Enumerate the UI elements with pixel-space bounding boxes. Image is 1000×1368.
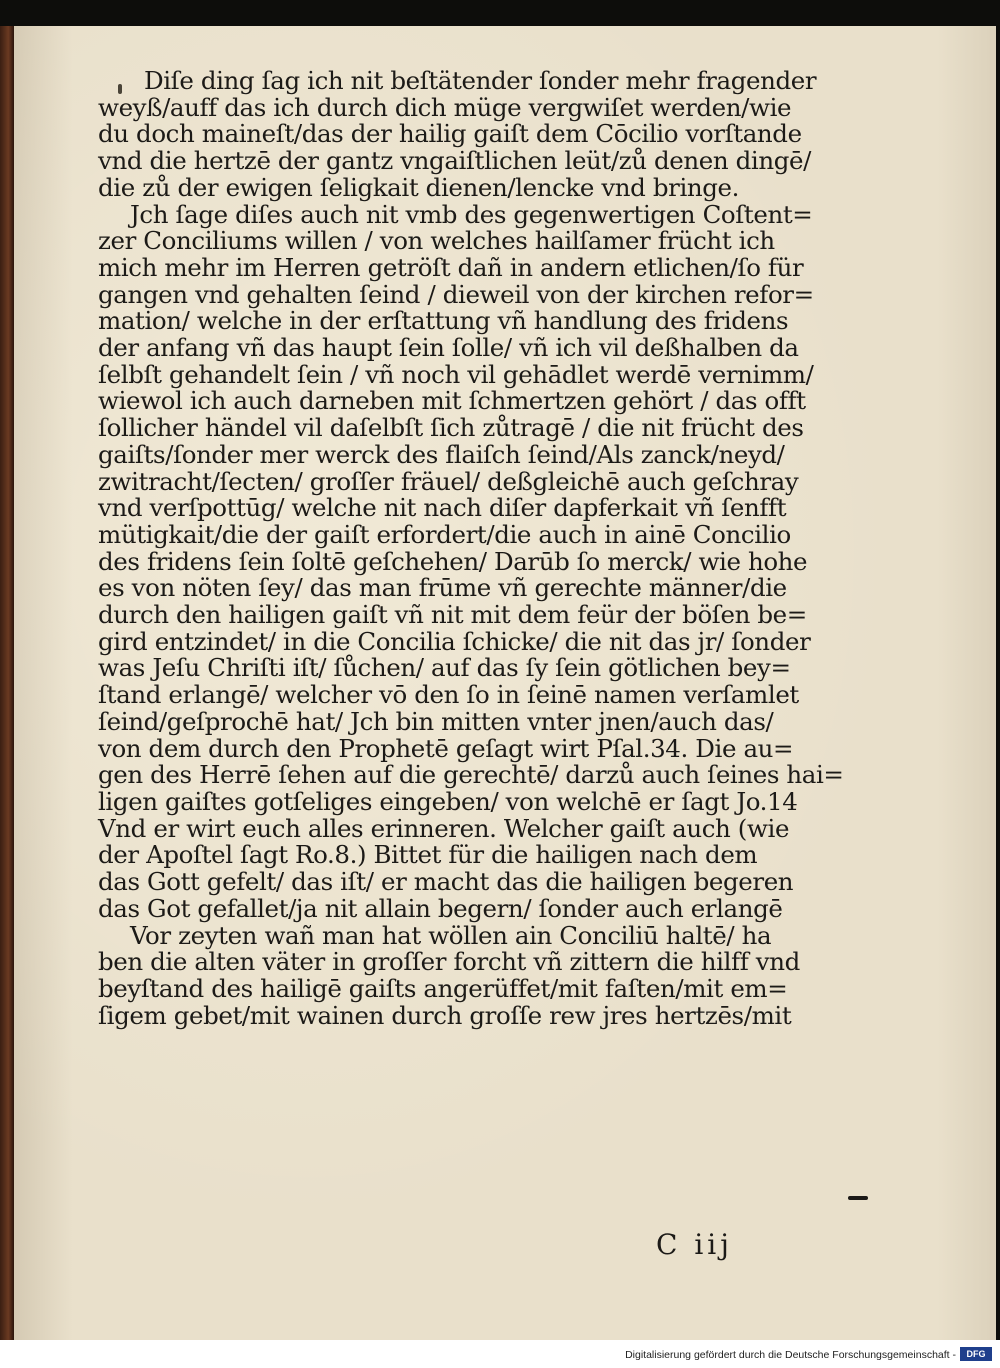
- signature-mark: C iij: [656, 1228, 733, 1261]
- text-line: gen des Herrē ſehen auf die gerechtē/ darzů auch ſeines hai=: [98, 760, 844, 790]
- text-line: ſeind/geſprochē hat/ Jch bin mitten vnter jnen/auch das/: [98, 706, 774, 736]
- text-line: weyß/auff das ich durch dich müge vergwiſet werden/wie: [98, 92, 792, 122]
- text-line: gird entzindet/ in die Concilia ſchicke/ die nit das jr/ ſonder: [98, 626, 811, 656]
- text-line: des fridens ſein ſoltē geſchehen/ Darūb ſo merck/ wie hohe: [98, 546, 808, 576]
- text-line: der anfang vñ das haupt ſein ſolle/ vñ ich vil deßhalben da: [98, 333, 799, 363]
- footer-bar: [0, 1340, 1000, 1368]
- text-line: ſigem gebet/mit wainen durch groſſe rew jres hertzēs/mit: [98, 1000, 792, 1030]
- text-line: ligen gaiſtes gotſeliges eingeben/ von welchē er ſagt Jo.14: [98, 786, 798, 816]
- text-line: das Gott gefelt/ das iſt/ er macht das die hailigen begeren: [98, 867, 794, 897]
- text-line: gangen vnd gehalten ſeind / dieweil von der kirchen refor=: [98, 279, 814, 309]
- dfg-logo: DFG: [960, 1347, 992, 1361]
- text-line: gaiſts/ſonder mer werck des flaiſch ſeind/Als zanck/neyd/: [98, 439, 785, 469]
- text-line: mation/ welche in der erſtattung vñ handlung des fridens: [98, 306, 789, 336]
- text-line: du doch maineſt/das der hailig gaiſt dem Cōcilio vorſtande: [98, 119, 802, 149]
- text-line: zwitracht/ſecten/ groſſer fräuel/ deßgleichē auch geſchray: [98, 466, 799, 496]
- funding-credit: Digitalisierung gefördert durch die Deutsche Forschungsgemeinschaft -: [625, 1349, 956, 1361]
- text-line: vnd verſpottūg/ welche nit nach diſer dapferkait vñ ſenfft: [98, 493, 787, 523]
- text-line: ſollicher händel vil daſelbſt ſich zůtragē / die nit frücht des: [98, 413, 804, 443]
- text-line: vnd die hertzē der gantz vngaiſtlichen leüt/zů denen dingē/: [98, 146, 811, 176]
- text-line: es von nöten ſey/ das man frūme vñ gerechte männer/die: [98, 573, 787, 603]
- body-text: [98, 68, 858, 1029]
- text-line: wiewol ich auch darneben mit ſchmertzen gehört / das offt: [98, 386, 806, 416]
- text-line: Vnd er wirt euch alles erinneren. Welcher gaiſt auch (wie: [98, 813, 790, 843]
- text-line: von dem durch den Prophetē geſagt wirt Pſal.34. Die au=: [98, 733, 794, 763]
- text-line: ſelbſt gehandelt ſein / vñ noch vil gehādlet werdē vernimm/: [98, 359, 814, 389]
- text-line: durch den hailigen gaiſt vñ nit mit dem feür der böſen be=: [98, 600, 807, 630]
- text-line: was Jeſu Chriſti iſt/ ſůchen/ auf das ſy ſein götlichen bey=: [98, 653, 791, 683]
- text-line: Vor zeyten wañ man hat wöllen ain Conciliū haltē/ ha: [130, 920, 772, 950]
- text-line: der Apoſtel ſagt Ro.8.) Bittet für die hailigen nach dem: [98, 840, 758, 870]
- text-line: mich mehr im Herren getröſt dañ in andern etlichen/ſo für: [98, 252, 804, 282]
- text-line: mütigkait/die der gaiſt erfordert/die auch in ainē Concilio: [98, 519, 791, 549]
- text-line: beyſtand des hailigē gaiſts angerüffet/mit faſten/mit em=: [98, 973, 788, 1003]
- ink-dash-mark: [848, 1196, 868, 1200]
- text-line: zer Conciliums willen / von welches hailſamer frücht ich: [98, 226, 775, 256]
- text-line: das Got gefallet/ja nit allain begern/ ſonder auch erlangē: [98, 893, 783, 923]
- text-line: Jch ſage diſes auch nit vmb des gegenwertigen Coſtent=: [130, 199, 813, 229]
- text-line: die zů der ewigen ſeligkait dienen/lencke vnd bringe.: [98, 172, 740, 202]
- book-binding-edge: [0, 26, 14, 1340]
- text-line: ſtand erlangē/ welcher vō den ſo in ſeinē namen verſamlet: [98, 680, 799, 710]
- text-line: Diſe ding ſag ich nit beſtätender ſonder mehr fragender: [144, 66, 817, 95]
- text-line: ben die alten väter in groſſer forcht vñ zittern die hilff vnd: [98, 947, 800, 977]
